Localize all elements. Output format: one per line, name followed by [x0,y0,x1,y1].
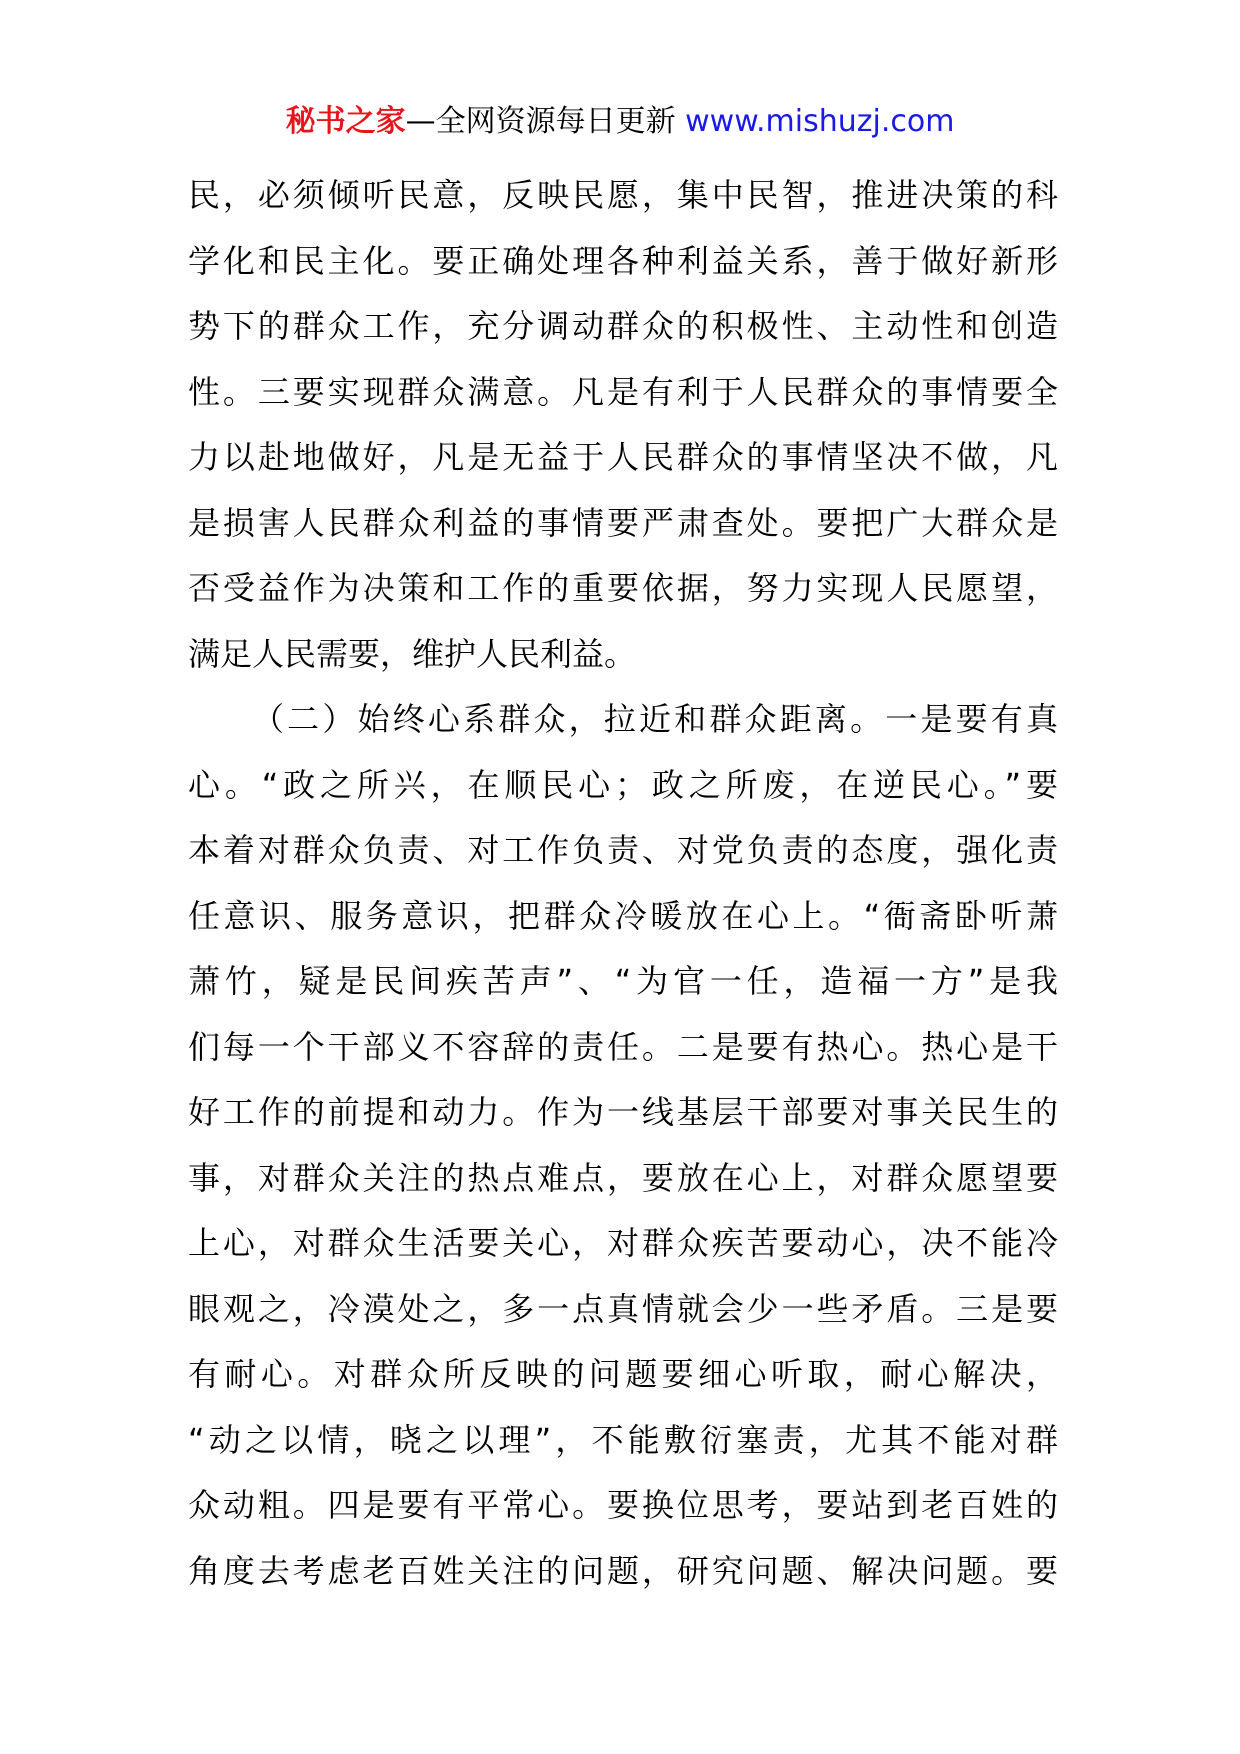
text-line: 事，对群众关注的热点难点，要放在心上，对群众愿望要 [188,1158,1058,1197]
text-line: 角度去考虑老百姓关注的问题，研究问题、解决问题。要 [188,1551,1058,1590]
text-line: 眼观之，冷漠处之，多一点真情就会少一些矛盾。三是要 [188,1289,1058,1328]
text-line: 学化和民主化。要正确处理各种利益关系，善于做好新形 [188,241,1058,280]
text-line: 众动粗。四是要有平常心。要换位思考，要站到老百姓的 [188,1486,1058,1524]
text-line: 好工作的前提和动力。作为一线基层干部要对事关民生的 [188,1093,1058,1131]
text-line: 任意识、服务意识，把群众冷暖放在心上。“衙斋卧听萧 [188,896,1058,935]
text-line: 上心，对群众生活要关心，对群众疾苦要动心，决不能冷 [188,1224,1058,1262]
site-url-link[interactable]: www.mishuzj.com [685,104,955,139]
text-line: 力以赴地做好，凡是无益于人民群众的事情坚决不做，凡 [188,438,1058,476]
text-line: 满足人民需要，维护人民利益。 [188,634,637,673]
text-line: 们每一个干部义不容辞的责任。二是要有热心。热心是干 [188,1027,1058,1066]
text-line: 势下的群众工作，充分调动群众的积极性、主动性和创造 [188,307,1058,345]
text-line: 民，必须倾听民意，反映民愿，集中民智，推进决策的科 [188,176,1058,214]
section-heading-line: （二）始终心系群众，拉近和群众距离。一是要有真 [252,700,1058,738]
header-tagline: —全网资源每日更新 [405,104,676,139]
text-line: “动之以情，晓之以理”，不能敷衍塞责，尤其不能对群 [188,1420,1058,1459]
text-line: 否受益作为决策和工作的重要依据，努力实现人民愿望， [188,569,1058,607]
text-line: 本着对群众负责、对工作负责、对党负责的态度，强化责 [188,831,1058,869]
site-header [0,100,1240,144]
text-line: 是损害人民群众利益的事情要严肃查处。要把广大群众是 [188,503,1058,542]
text-line: 心。“政之所兴，在顺民心；政之所废，在逆民心。”要 [188,765,1058,804]
document-body [188,163,1058,1604]
text-line: 有耐心。对群众所反映的问题要细心听取，耐心解决， [188,1355,1058,1393]
text-line: 性。三要实现群众满意。凡是有利于人民群众的事情要全 [188,372,1058,411]
text-line: 萧竹，疑是民间疾苦声”、“为官一任，造福一方”是我 [188,962,1058,1000]
brand-name: 秘书之家 [285,104,406,139]
